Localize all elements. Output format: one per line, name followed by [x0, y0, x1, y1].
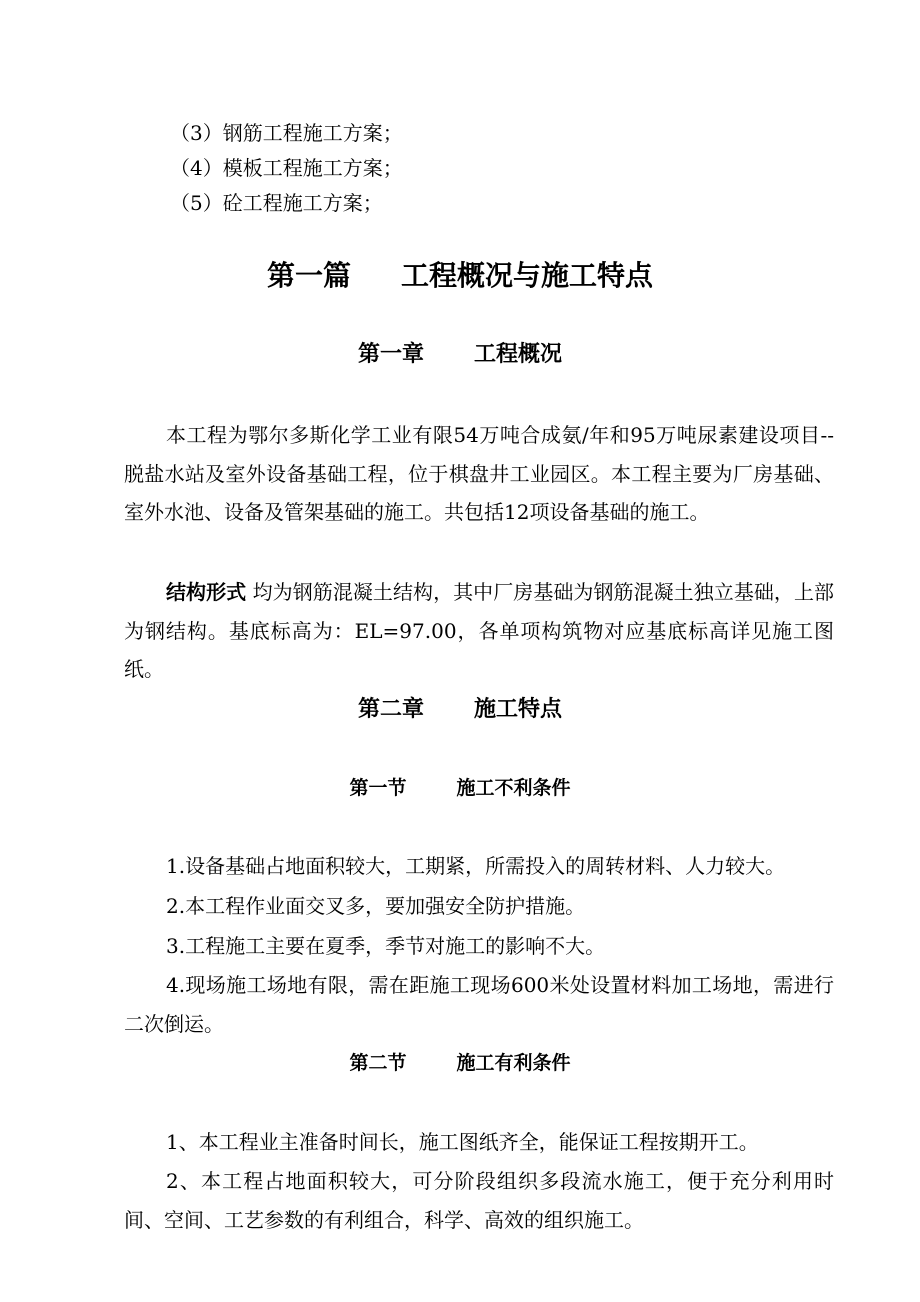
chapter-name: 施工特点 — [474, 697, 563, 722]
overview-paragraph: 本工程为鄂尔多斯化学工业有限54万吨合成氨/年和95万吨尿素建设项目--脱盐水站及室外设备基础工程，位于棋盘井工业园区。本工程主要为厂房基础、室外水池、设备及管架基础的施工。共包括12项设备基础的施工。 — [124, 423, 834, 524]
plan-list — [170, 116, 403, 221]
chapter-title — [0, 692, 920, 728]
chapter-name: 工程概况 — [474, 342, 563, 367]
list-item: （5）砼工程施工方案； — [170, 191, 383, 215]
section-number: 第二节 — [349, 1052, 407, 1074]
structure-text: 均为钢筋混凝土结构，其中厂房基础为钢筋混凝土独立基础，上部为钢结构。基底标高为：EL=97.00，各单项构筑物对应基底标高详见施工图纸。 — [124, 580, 835, 681]
section-title — [0, 1047, 920, 1079]
section-title — [0, 772, 920, 804]
section-number: 第一节 — [349, 777, 407, 799]
part-name: 工程概况与施工特点 — [401, 259, 654, 292]
list-item: 1、本工程业主准备时间长，施工图纸齐全，能保证工程按期开工。 — [166, 1130, 759, 1154]
section-name: 施工有利条件 — [456, 1052, 571, 1074]
section-name: 施工不利条件 — [456, 777, 571, 799]
list-item: 3.工程施工主要在夏季，季节对施工的影响不大。 — [166, 934, 606, 958]
list-item: （4）模板工程施工方案； — [170, 156, 403, 180]
list-item: （3）钢筋工程施工方案； — [170, 121, 403, 145]
structure-paragraph — [124, 573, 834, 689]
part-title — [0, 254, 920, 298]
part-number: 第一篇 — [266, 259, 351, 292]
list-item: 4.现场施工场地有限，需在距施工现场600米处设置材料加工场地，需进行二次倒运。 — [124, 973, 834, 1036]
list-item: 2.本工程作业面交叉多，要加强安全防护措施。 — [166, 894, 586, 918]
chapter-number: 第二章 — [357, 697, 424, 722]
structure-label: 结构形式 — [166, 580, 247, 604]
list-item: 2、本工程占地面积较大，可分阶段组织多段流水施工，便于充分利用时间、空间、工艺参数的有利组合，科学、高效的组织施工。 — [124, 1169, 834, 1232]
chapter-title — [0, 337, 920, 373]
list-item: 1.设备基础占地面积较大，工期紧，所需投入的周转材料、人力较大。 — [166, 854, 786, 878]
chapter-number: 第一章 — [357, 342, 424, 367]
